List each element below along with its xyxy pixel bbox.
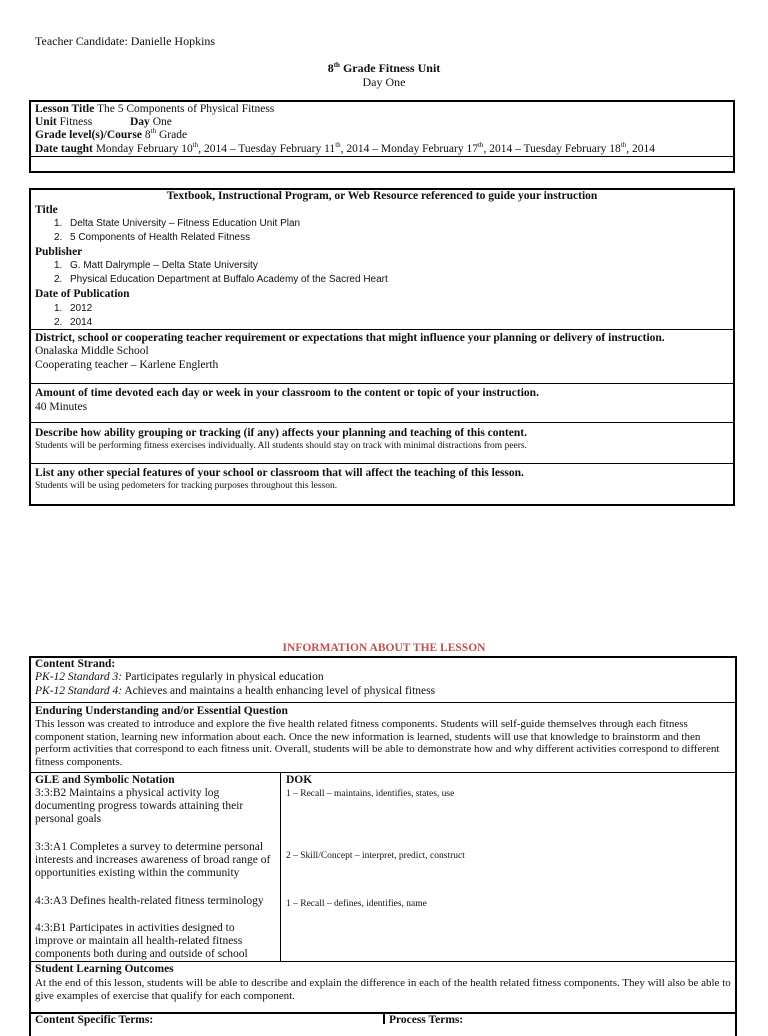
date-text: , 2014 (626, 143, 656, 155)
date-sup: th (335, 141, 341, 150)
lesson-box-divider (29, 156, 735, 157)
page-title (0, 61, 768, 76)
divider-outcomes (29, 961, 737, 962)
date-text: Monday February 10 (92, 143, 193, 155)
unit-value: Fitness (56, 116, 93, 128)
enduring-text: This lesson was created to introduce and explore the five health related fitness components. Students will self-guide themselves through each fitness component station, learning new information about each. Once the new information is learned, students will use that knowledge to brainstorm and then perform activities that correspond to each fitness unit. Overall, students will be able to demonstrate how and why different activities correspond to different fitness components. (35, 718, 720, 768)
content-terms-label: Content Specific Terms: (35, 1014, 154, 1026)
time-value: 40 Minutes (35, 401, 88, 413)
gle-label: GLE and Symbolic Notation (35, 774, 175, 786)
divider-district (29, 329, 735, 330)
title-number: 8 (327, 61, 334, 75)
date-taught-label: Date taught (35, 143, 93, 155)
divider-terms-split (383, 1012, 385, 1024)
standard-3 (35, 671, 324, 684)
gle-item: 4:3:A3 Defines health-related fitness terminology (35, 895, 264, 907)
resource-publisher-item: 2. Physical Education Department at Buffalo Academy of the Sacred Heart (54, 274, 388, 285)
dok-item: 1 – Recall – defines, identifies, name (286, 899, 427, 909)
standard-4-label: PK-12 Standard 4: (35, 685, 123, 697)
title-rest: Grade Fitness Unit (339, 61, 441, 75)
dok-item: 2 – Skill/Concept – interpret, predict, construct (286, 851, 465, 861)
district-heading: District, school or cooperating teacher requirement or expectations that might influence your planning or delivery of instruction. (35, 332, 665, 344)
info-heading: INFORMATION ABOUT THE LESSON (282, 642, 486, 654)
unit-label: Unit (35, 116, 57, 128)
process-terms-label: Process Terms: (389, 1014, 464, 1026)
lesson-title-row (35, 103, 274, 116)
page-subtitle: Day One (362, 75, 406, 89)
district-teacher: Cooperating teacher – Karlene Englerth (35, 359, 219, 371)
divider-enduring (29, 702, 737, 703)
divider-gle-dok (280, 772, 281, 961)
grouping-value: Students will be performing fitness exercises individually. All students should stay on track with minimal distractions from peers. (35, 441, 527, 451)
features-value: Students will be using pedometers for tracking purposes throughout this lesson. (35, 481, 338, 491)
date-taught-row (35, 143, 655, 156)
grade-row (35, 129, 187, 142)
grouping-heading: Describe how ability grouping or tracking (if any) affects your planning and teaching of this content. (35, 427, 527, 439)
resource-title-item: 1. Delta State University – Fitness Education Unit Plan (54, 218, 301, 229)
title-superscript: th (333, 61, 340, 69)
grade-rest: Grade (156, 129, 188, 141)
grade-number: 8 (142, 129, 151, 141)
divider-time (29, 383, 735, 384)
day-label: Day (130, 116, 150, 128)
teacher-candidate: Teacher Candidate: Danielle Hopkins (35, 34, 216, 48)
content-strand-label: Content Strand: (35, 658, 116, 670)
resources-heading: Textbook, Instructional Program, or Web Resource referenced to guide your instruction (166, 190, 598, 202)
time-heading: Amount of time devoted each day or week in your classroom to the content or topic of your instruction. (35, 387, 539, 399)
divider-grouping (29, 422, 735, 423)
gle-item: 3:3:A1 Completes a survey to determine personal interests and increases awareness of broad range of opportunities existing within the community (35, 841, 271, 879)
gle-item: 4:3:B1 Participates in activities designed to improve or maintain all health-related fitness components both during and outside of school (35, 922, 248, 960)
unit-row (35, 116, 92, 129)
standard-4 (35, 685, 435, 698)
resources-publisher-label: Publisher (35, 246, 83, 258)
resource-date-item: 2. 2014 (54, 317, 93, 328)
date-sup: th (620, 141, 627, 150)
date-sup: th (477, 141, 484, 150)
grade-label: Grade level(s)/Course (35, 129, 142, 141)
divider-gle (29, 772, 737, 773)
dok-label: DOK (286, 774, 313, 786)
standard-4-text: Achieves and maintains a health enhancing level of physical fitness (122, 685, 436, 697)
standard-3-text: Participates regularly in physical education (122, 671, 324, 683)
divider-features (29, 463, 735, 464)
district-school: Onalaska Middle School (35, 345, 149, 357)
resource-date-item: 1. 2012 (54, 303, 93, 314)
enduring-label: Enduring Understanding and/or Essential Question (35, 705, 288, 717)
date-text: , 2014 – Monday February 17 (340, 143, 478, 155)
lesson-title-label: Lesson Title (35, 103, 95, 115)
resource-title-item: 2. 5 Components of Health Related Fitness (54, 232, 251, 243)
outcomes-text: At the end of this lesson, students will be able to describe and explain the difference in each of the health related fitness components. They will also be able to give examples of exercise that qualify for each component. (35, 977, 731, 1002)
resources-date-label: Date of Publication (35, 288, 130, 300)
resources-title-label: Title (35, 204, 58, 216)
grade-superscript: th (150, 127, 157, 136)
day-value: One (149, 116, 172, 128)
outcomes-label: Student Learning Outcomes (35, 963, 174, 975)
date-sup: th (192, 141, 199, 150)
dok-item: 1 – Recall – maintains, identifies, states, use (286, 789, 455, 799)
features-heading: List any other special features of your school or classroom that will affect the teaching of this lesson. (35, 467, 524, 479)
lesson-title-value: The 5 Components of Physical Fitness (94, 103, 275, 115)
resource-publisher-item: 1. G. Matt Dalrymple – Delta State University (54, 260, 258, 271)
standard-3-label: PK-12 Standard 3: (35, 671, 123, 683)
gle-item: 3:3:B2 Maintains a physical activity log documenting progress towards attaining their personal goals (35, 787, 244, 825)
date-text: , 2014 – Tuesday February 18 (483, 143, 621, 155)
date-text: , 2014 – Tuesday February 11 (198, 143, 336, 155)
